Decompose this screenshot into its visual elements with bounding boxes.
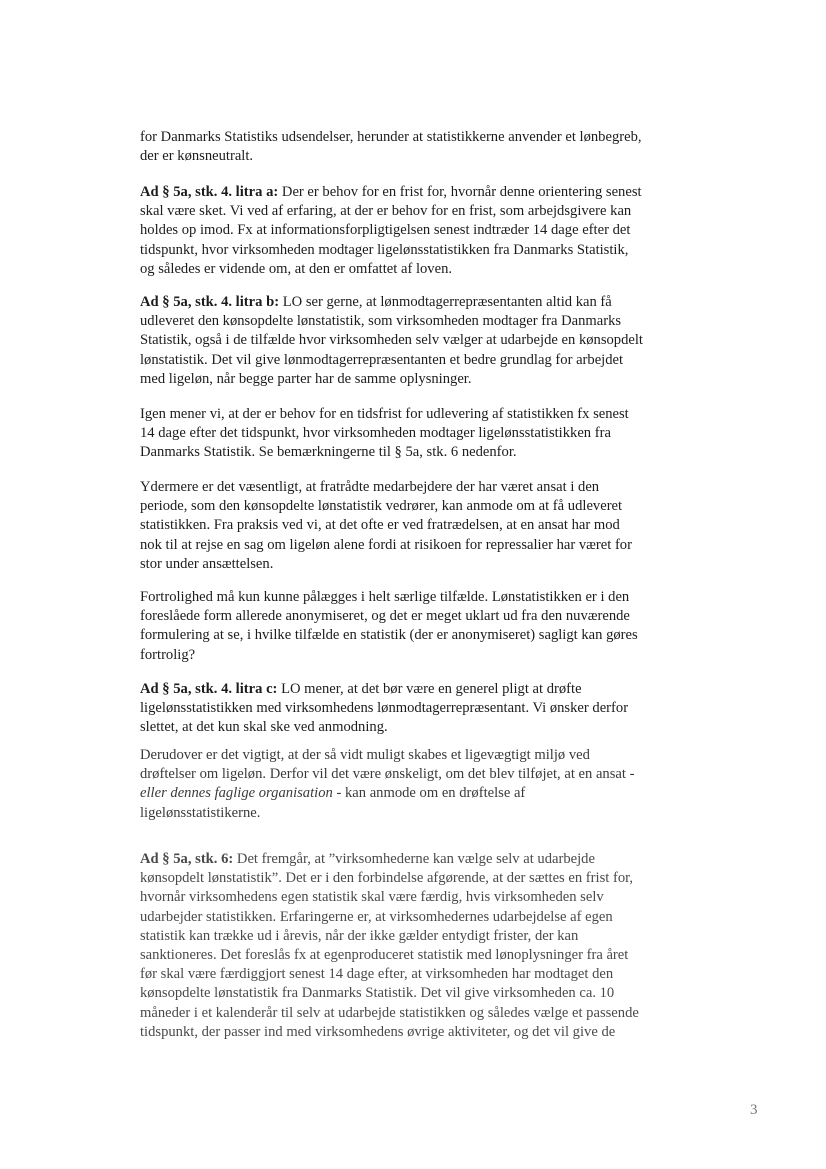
text-line: kønsopdelte lønstatistik fra Danmarks Statistik. Det vil give virksomheden ca. 10 (140, 985, 615, 1002)
paragraph-litra-b (140, 293, 700, 389)
text-line: før skal være færdiggjort senest 14 dage efter, at virksomheden har modtaget den (140, 966, 614, 983)
text-line: stor under ansættelsen. (140, 555, 274, 572)
text-line: drøftelser om ligeløn. Derfor vil det være ønskeligt, om det blev tilføjet, at en ansat - (140, 766, 635, 783)
page-number: 3 (750, 1102, 758, 1118)
paragraph-balance (140, 746, 700, 823)
text-line: Danmarks Statistik. Se bemærkningerne til § 5a, stk. 6 nedenfor. (140, 444, 517, 461)
text-line: Det fremgår, at ”virksomhederne kan vælge selv at udarbejde (233, 851, 595, 867)
section-heading: Ad § 5a, stk. 4. litra b: (140, 294, 280, 310)
text-line: Derudover er det vigtigt, at der så vidt muligt skabes et ligevægtigt miljø ved (140, 747, 590, 763)
text-line: for Danmarks Statistiks udsendelser, herunder at statistikkerne anvender et lønbegreb, (140, 129, 642, 145)
paragraph-deadline (140, 405, 700, 463)
text-line: Ydermere er det væsentligt, at fratrådte medarbejdere der har været ansat i den (140, 479, 600, 495)
text-line: lønstatistik. Det vil give lønmodtagerrepræsentanten et bedre grundlag for arbejdet (140, 351, 624, 368)
section-heading: Ad § 5a, stk. 6: (140, 851, 234, 867)
text-line: foreslåede form allerede anonymiseret, og det er meget uklart ud fra den nuværende (140, 608, 630, 625)
text-line: hvornår virksomhedens egen statistik skal være færdig, hvis virksomheden selv (140, 889, 604, 906)
section-heading: Ad § 5a, stk. 4. litra c: (140, 681, 278, 697)
paragraph-former-employees (140, 478, 700, 574)
text-line: Fortrolighed må kun kunne pålægges i helt særlige tilfælde. Lønstatistikken er i den (140, 589, 630, 605)
text-line: Statistik, også i de tilfælde hvor virksomheden selv vælger at udarbejde en kønsopdelt (140, 332, 643, 349)
text-line: udarbejder statistikken. Erfaringerne er, at virksomhedernes udarbejdelse af egen (140, 908, 613, 925)
text-line: LO mener, at det bør være en generel pligt at drøfte (277, 681, 582, 697)
text-line: Igen mener vi, at der er behov for en tidsfrist for udlevering af statistikken fx senest (140, 406, 629, 422)
text-line: LO ser gerne, at lønmodtagerrepræsentanten altid kan få (279, 294, 612, 310)
text-line: tidspunkt, der passer ind med virksomhedens øvrige aktiviteter, og det vil give de (140, 1023, 616, 1040)
text-line: Der er behov for en frist for, hvornår denne orientering senest (278, 184, 642, 200)
text-line: skal være sket. Vi ved af erfaring, at der er behov for en frist, som arbejdsgivere kan (140, 203, 632, 220)
text-line: statistik kan trække ud i årevis, når der ikke gælder entydigt frister, der kan (140, 927, 579, 944)
text-line: med ligeløn, når begge parter har de samme oplysninger. (140, 370, 472, 387)
text-line: ligelønsstatistikken med virksomhedens lønmodtagerrepræsentant. Vi ønsker derfor (140, 700, 629, 717)
section-heading: Ad § 5a, stk. 4. litra a: (140, 184, 279, 200)
text-line: periode, som den kønsopdelte lønstatistik vedrører, kan anmode om at få udleveret (140, 498, 623, 515)
text-line: måneder i et kalenderår til selv at udarbejde statistikken og således vælge et passende (140, 1004, 639, 1021)
paragraph-litra-a (140, 183, 700, 279)
text-line: og således er vidende om, at den er omfattet af loven. (140, 260, 453, 277)
italic-phrase: eller dennes faglige organisation (140, 785, 333, 802)
text-line: nok til at rejse en sag om ligeløn alene fordi at risikoen for repressalier har været for (140, 536, 632, 553)
text-line: fortrolig? (140, 646, 196, 663)
text-line: udleveret den kønsopdelte lønstatistik, som virksomheden modtager fra Danmarks (140, 313, 622, 330)
text-line: kønsopdelt lønstatistik”. Det er i den forbindelse afgørende, at der sættes en frist for, (140, 870, 634, 887)
text-line: - kan anmode om en drøftelse af (332, 785, 526, 802)
text-line: statistikken. Fra praksis ved vi, at det ofte er ved fratrædelsen, at en ansat har mod (140, 517, 620, 534)
paragraph-stk-6 (140, 850, 700, 1042)
paragraph-litra-c (140, 680, 700, 738)
text-line: der er kønsneutralt. (140, 148, 254, 165)
text-line: tidspunkt, hvor virksomheden modtager ligelønsstatistikken fra Danmarks Statistik, (140, 241, 629, 258)
text-line: formulering at se, i hvilke tilfælde en statistik (der er anonymiseret) sagligt kan gøres (140, 627, 638, 644)
paragraph-intro (140, 128, 700, 166)
text-line: holdes op imod. Fx at informationsforpligtigelsen senest indtræder 14 dage efter det (140, 222, 631, 239)
paragraph-confidentiality (140, 588, 700, 665)
text-line: 14 dage efter det tidspunkt, hvor virksomheden modtager ligelønsstatistikken fra (140, 425, 611, 442)
text-line: ligelønsstatistikerne. (140, 804, 261, 821)
text-line: sanktioneres. Det foreslås fx at egenproduceret statistik med lønoplysninger fra året (140, 947, 629, 964)
text-line: slettet, at det kun skal ske ved anmodning. (140, 719, 388, 736)
